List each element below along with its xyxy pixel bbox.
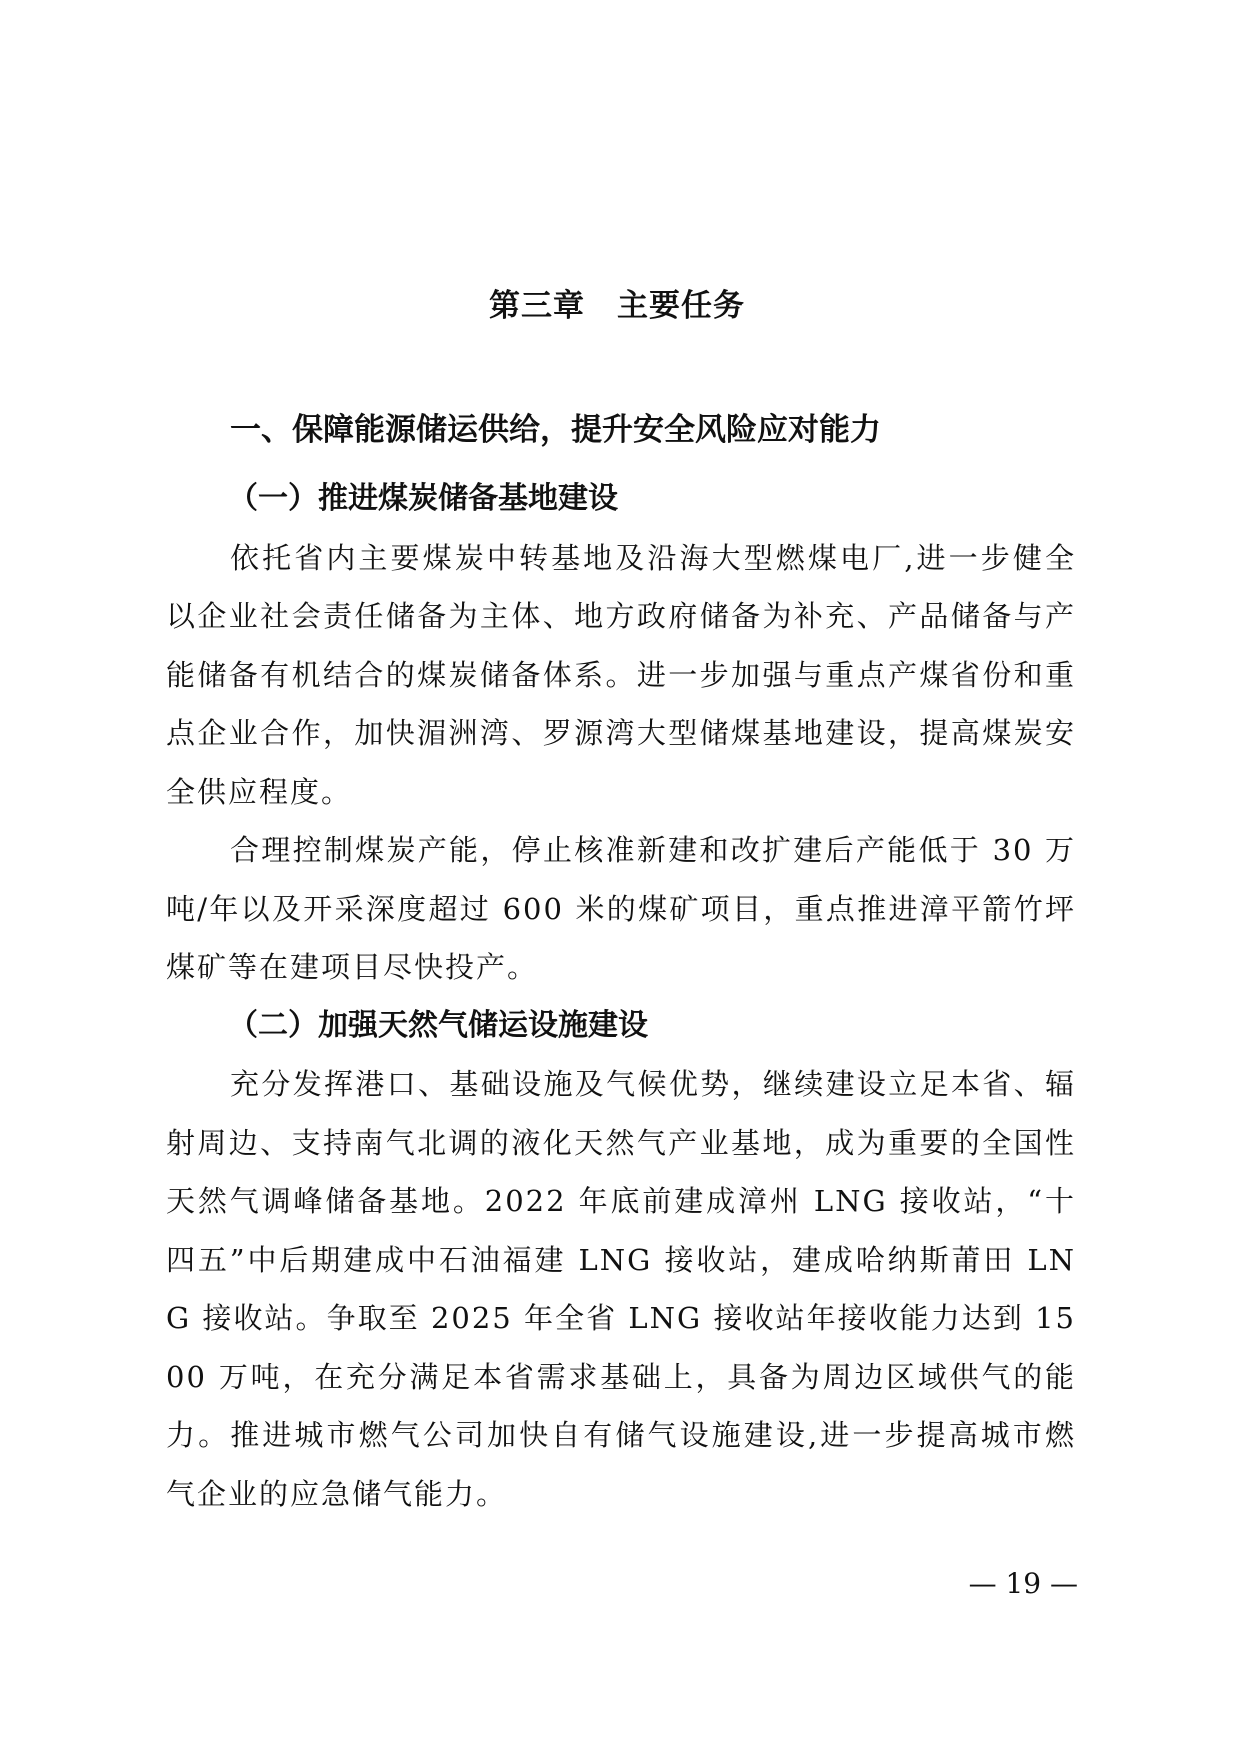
section-heading: 一、保障能源储运供给，提升安全风险应对能力 <box>230 412 881 448</box>
paragraph-coal-reserve-system: 依托省内主要煤炭中转基地及沿海大型燃煤电厂,进一步健全以企业社会责任储备为主体、地方政府储备为补充、产品储备与产能储备有机结合的煤炭储备体系。进一步加强与重点产煤省份和重点企业合作，加快湄洲湾、罗源湾大型储煤基地建设，提高煤炭安全供应程度。 <box>166 540 1076 809</box>
page-number: — 19 — <box>968 1567 1078 1600</box>
subsection-heading-coal-reserve: （一）推进煤炭储备基地建设 <box>228 481 618 516</box>
body-content <box>166 470 1076 1523</box>
paragraph-coal-capacity-control: 合理控制煤炭产能，停止核准新建和改扩建后产能低于 30 万吨/年以及开采深度超过 600 米的煤矿项目，重点推进漳平箭竹坪煤矿等在建项目尽快投产。 <box>166 833 1076 984</box>
paragraph-lng-terminals: 充分发挥港口、基础设施及气候优势，继续建设立足本省、辐射周边、支持南气北调的液化天然气产业基地，成为重要的全国性天然气调峰储备基地。2022 年底前建成漳州 LNG 接收站，“十四五”中后期建成中石油福建 LNG 接收站，建成哈纳斯莆田 LNG 接收站。争取至 2025 年全省 LNG 接收站年接收能力达到 1500 万吨，在充分满足本省需求基础上，具备为周边区域供气的能力。推进城市燃气公司加快自有储气设施建设,进一步提高城市燃气企业的应急储气能力。 <box>166 1067 1076 1511</box>
chapter-title: 第三章 主要任务 <box>489 288 745 324</box>
subsection-heading-gas-storage: （二）加强天然气储运设施建设 <box>228 1007 648 1043</box>
